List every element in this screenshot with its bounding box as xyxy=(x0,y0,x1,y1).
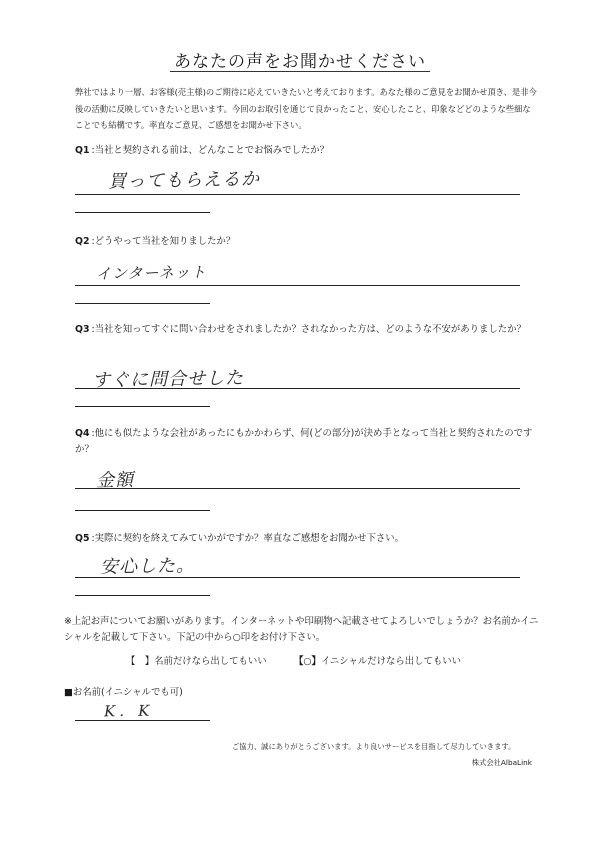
intro-text: 弊社ではより一層、お客様(売主様)のご期待に応えていきたいと考えております。あなた様のご意見をお聞かせ頂き、是非今後の活動に反映していきたいと思います。今回のお取引を通じて良かったこと、安心したこと、印象などどのような些細なことでも結構です。率直なご意見、ご感想をお聞かせ下さい。 xyxy=(75,87,537,130)
answer-2-line xyxy=(75,285,520,286)
answer-1-line-short xyxy=(75,212,210,213)
answer-3-handwritten: すぐに問合せした xyxy=(91,367,245,392)
question-text: :当社を知ってすぐに問い合わせをされましたか？されなかった方は、どのような不安がありましたか？ xyxy=(91,324,526,335)
question-text: :どうやって当社を知りましたか？ xyxy=(91,236,236,247)
question-3 xyxy=(75,322,545,338)
question-text: :実際に契約を終えてみていかがですか？率直なご感想をお聞かせ下さい。 xyxy=(91,533,405,544)
question-text: :当社と契約される前は、どんなことでお悩みでしたか？ xyxy=(91,145,330,156)
answer-2-line-short xyxy=(75,303,210,304)
footer-thanks: ご協力、誠にありがとうございます。より良いサービスを目指して尽力していきます。 xyxy=(232,742,516,751)
question-number: Q5 xyxy=(75,533,90,544)
question-number: Q2 xyxy=(75,236,90,247)
answer-5-line-short xyxy=(75,595,210,596)
answer-2-handwritten: インターネット xyxy=(95,263,207,283)
footer-company: 株式会社AlbaLink xyxy=(471,758,532,767)
option-initial-ok xyxy=(294,653,461,667)
answer-4-line xyxy=(75,488,520,489)
question-number: Q1 xyxy=(75,145,90,156)
option-checkbox-circled: 【○】 xyxy=(294,656,321,667)
question-number: Q3 xyxy=(75,324,90,335)
question-number: Q4 xyxy=(75,428,90,439)
answer-1-line xyxy=(75,194,520,195)
answer-4-line-short xyxy=(75,510,210,511)
option-label: イニシャルだけなら出してもいい xyxy=(320,656,462,667)
option-name-ok xyxy=(126,653,267,667)
option-checkbox: 【 】 xyxy=(126,656,155,667)
name-line xyxy=(75,720,210,721)
question-text: :他にも似たような会社があったにもかかわらず、何(どの部分)が決め手となって当社と契約されたのですか？ xyxy=(75,428,533,455)
answer-3-line-short xyxy=(75,406,210,407)
answer-4-handwritten: 金額 xyxy=(95,469,135,492)
answer-5-line xyxy=(75,577,520,578)
title-underline xyxy=(170,71,430,72)
answer-5-handwritten: 安心した。 xyxy=(99,555,196,578)
answer-3-line xyxy=(75,388,520,389)
option-label: 名前だけなら出してもいい xyxy=(154,656,267,667)
answer-1-handwritten: 買ってもらえるか xyxy=(107,168,261,193)
question-2 xyxy=(75,234,545,250)
name-label: ■お名前(イニシャルでも可) xyxy=(64,687,183,698)
publish-note: ※上記お声についてお願いがあります。インターネットや印刷物へ記載させてよろしいでしょうか？お名前かイニシャルを記載して下さい。下記の中から○印をお付け下さい。 xyxy=(64,616,539,643)
question-1 xyxy=(75,143,545,159)
question-5 xyxy=(75,531,545,547)
name-handwritten: K．K xyxy=(103,701,154,721)
page-title: あなたの声をお聞かせください xyxy=(174,52,426,72)
question-4 xyxy=(75,426,545,458)
